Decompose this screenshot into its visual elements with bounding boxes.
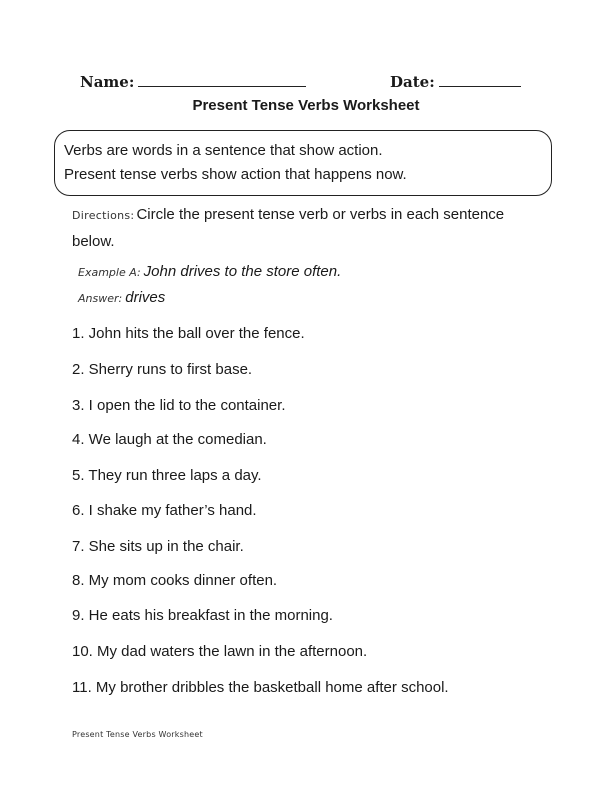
sentence-item: 7. She sits up in the chair. (72, 538, 244, 555)
sentence-item: 10. My dad waters the lawn in the afternoon. (72, 643, 368, 660)
answer-row (78, 289, 165, 306)
sentence-item: 9. He eats his breakfast in the morning. (72, 607, 333, 624)
example-label: Example A: (78, 266, 141, 279)
sentence-item: 1. John hits the ball over the fence. (72, 325, 305, 342)
intro-line-2: Present tense verbs show action that happens now. (64, 166, 407, 183)
sentence-item: 5. They run three laps a day. (72, 467, 262, 484)
date-blank-line[interactable] (439, 72, 521, 87)
sentence-item: 11. My brother dribbles the basketball home after school. (72, 679, 449, 696)
date-field[interactable] (390, 72, 521, 91)
name-blank-line[interactable] (138, 72, 306, 87)
intro-line-1: Verbs are words in a sentence that show action. (64, 142, 383, 159)
sentence-item: 2. Sherry runs to first base. (72, 361, 253, 378)
sentence-item: 8. My mom cooks dinner often. (72, 572, 278, 589)
sentence-item: 3. I open the lid to the container. (72, 397, 286, 414)
answer-value: drives (125, 289, 166, 306)
footer-text: Present Tense Verbs Worksheet (72, 730, 203, 739)
name-field[interactable] (80, 72, 306, 91)
date-label: Date: (390, 73, 435, 91)
sentence-item: 6. I shake my father’s hand. (72, 502, 257, 519)
sentence-item: 4. We laugh at the comedian. (72, 431, 267, 448)
directions-label: Directions: (72, 209, 135, 222)
example-a (78, 263, 341, 280)
example-sentence: John drives to the store often. (143, 263, 342, 280)
intro-box (54, 130, 552, 196)
answer-label: Answer: (78, 292, 123, 305)
directions-text: Circle the present tense verb or verbs in each sentence below. (72, 206, 505, 250)
directions (72, 202, 542, 255)
name-label: Name: (80, 73, 135, 91)
worksheet-title: Present Tense Verbs Worksheet (192, 97, 420, 114)
